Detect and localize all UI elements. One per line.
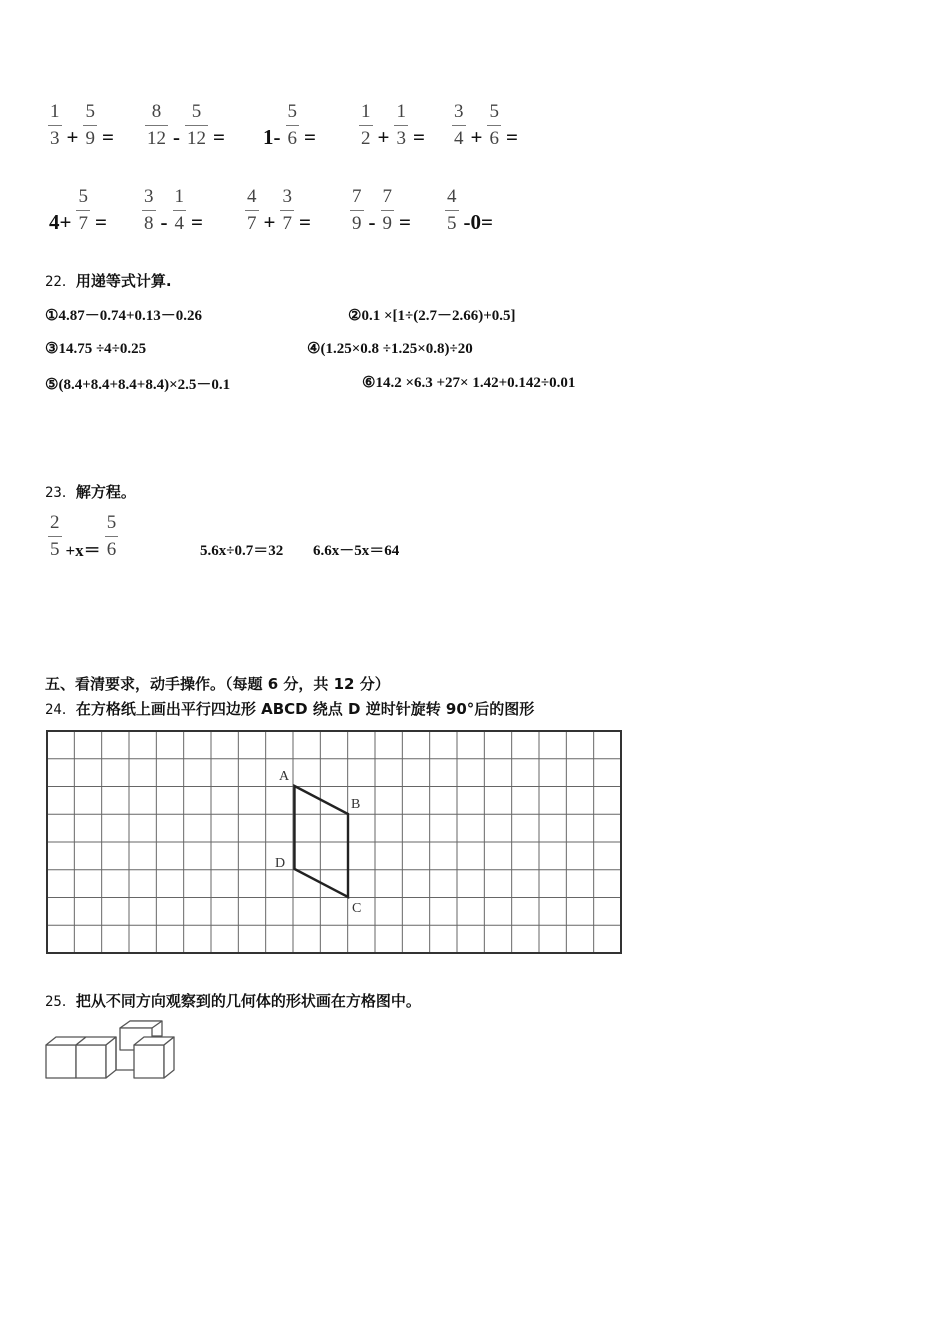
operator: - — [173, 125, 180, 149]
fraction — [286, 101, 300, 150]
denominator: 5 — [50, 539, 60, 560]
fraction — [394, 101, 408, 150]
fraction-exercise — [260, 101, 319, 150]
q23-equation-1 — [46, 512, 120, 561]
fraction-exercise — [143, 101, 228, 150]
q22-item-4: ④(1.25×0.8 ÷1.25×0.8)÷20 — [307, 341, 473, 357]
cube-face — [164, 1037, 174, 1078]
fraction — [359, 101, 373, 150]
q24-title: 在方格纸上画出平行四边形 ABCD 绕点 D 逆时针旋转 90°后的图形 — [75, 700, 535, 718]
q23-number: 23． — [45, 485, 76, 501]
q22-number: 22． — [45, 274, 76, 290]
fraction — [350, 186, 364, 235]
operator: - — [160, 210, 168, 234]
numerator: 5 — [191, 101, 202, 122]
fraction — [142, 186, 156, 235]
denominator: 6 — [106, 539, 117, 560]
denominator: 8 — [144, 213, 154, 234]
q22-item-6: ⑥14.2 ×6.3 +27× 1.42+0.142÷0.01 — [362, 375, 576, 391]
fraction — [173, 186, 187, 235]
fraction-bar — [452, 125, 466, 126]
numerator: 5 — [106, 512, 117, 533]
vertex-label-d: D — [275, 856, 286, 871]
fraction-exercise — [140, 186, 206, 235]
fraction — [48, 101, 62, 150]
denominator: 9 — [352, 213, 362, 234]
q22-title: 用递等式计算. — [75, 272, 172, 290]
numerator: 1 — [361, 101, 371, 122]
denominator: 7 — [78, 213, 88, 234]
numerator: 5 — [287, 101, 297, 122]
grid-paper — [46, 730, 623, 955]
operator: + — [470, 125, 483, 149]
fraction-row-1 — [0, 95, 950, 165]
numerator: 7 — [352, 186, 362, 207]
denominator: 9 — [85, 128, 95, 149]
q22-item-1: ①4.87－0.74+0.13－0.26 — [45, 308, 202, 324]
q23-heading — [45, 481, 136, 502]
cube-solid-figure — [44, 1018, 184, 1084]
fraction-bar — [286, 125, 300, 126]
denominator: 12 — [147, 128, 166, 149]
operator: -0= — [463, 210, 493, 234]
denominator: 7 — [247, 213, 257, 234]
fraction-bar — [173, 210, 187, 211]
operator: + — [66, 125, 79, 149]
fraction-bar — [394, 125, 408, 126]
denominator: 6 — [287, 128, 297, 149]
fraction-row-2 — [0, 180, 950, 250]
numerator: 7 — [382, 186, 392, 207]
numerator: 5 — [78, 186, 88, 207]
q23-equation-3: 6.6x－5x＝64 — [313, 543, 400, 559]
denominator: 12 — [187, 128, 206, 149]
denominator: 2 — [361, 128, 371, 149]
fraction-exercise — [46, 101, 117, 150]
q25-number: 25． — [45, 994, 76, 1010]
fraction — [245, 186, 259, 235]
numerator: 1 — [50, 101, 60, 122]
fraction-exercise — [443, 186, 496, 235]
numerator: 5 — [489, 101, 499, 122]
fraction — [83, 101, 97, 150]
fraction-bar — [48, 536, 62, 537]
operator: = — [213, 125, 225, 149]
denominator: 4 — [454, 128, 464, 149]
fraction — [445, 186, 459, 235]
q25-heading — [45, 990, 421, 1011]
fraction — [76, 186, 90, 235]
numerator: 2 — [50, 512, 60, 533]
fraction — [105, 512, 119, 561]
q24-number: 24． — [45, 702, 76, 718]
operator: = — [399, 210, 411, 234]
cube-face — [46, 1045, 76, 1078]
numerator: 4 — [447, 186, 457, 207]
numerator: 3 — [144, 186, 154, 207]
operator: = — [191, 210, 203, 234]
fraction-bar — [185, 125, 208, 126]
fraction — [145, 101, 168, 150]
q24-heading — [45, 698, 534, 719]
operator: = — [412, 125, 425, 149]
denominator: 5 — [447, 213, 457, 234]
operator: + — [377, 125, 390, 149]
fraction-bar — [145, 125, 168, 126]
cube-face — [76, 1045, 106, 1078]
vertex-label-c: C — [352, 901, 362, 916]
q23-title: 解方程。 — [75, 483, 136, 501]
fraction — [185, 101, 208, 150]
fraction-bar — [445, 210, 459, 211]
fraction-bar — [245, 210, 259, 211]
fraction-exercise — [450, 101, 521, 150]
q23-equation-2: 5.6x÷0.7＝32 — [200, 543, 284, 559]
numerator: 1 — [174, 186, 184, 207]
fraction — [452, 101, 466, 150]
numerator: 5 — [85, 101, 95, 122]
q22-item-3: ③14.75 ÷4÷0.25 — [45, 341, 147, 357]
operator: = — [298, 210, 311, 234]
fraction-bar — [48, 125, 62, 126]
fraction-exercise — [243, 186, 314, 235]
section-5-heading: 五、看清要求，动手操作。（每题 6 分，共 12 分） — [45, 675, 390, 693]
numerator: 3 — [282, 186, 292, 207]
fraction-exercise — [46, 186, 110, 235]
denominator: 9 — [382, 213, 392, 234]
q22-item-5: ⑤(8.4+8.4+8.4+8.4)×2.5－0.1 — [45, 377, 231, 393]
q22-item-2: ②0.1 ×[1÷(2.7－2.66)+0.5] — [348, 308, 516, 324]
fraction-bar — [359, 125, 373, 126]
vertex-label-b: B — [351, 797, 361, 812]
denominator: 3 — [50, 128, 60, 149]
cube-face — [134, 1045, 164, 1078]
cube-face — [106, 1037, 116, 1078]
denominator: 3 — [396, 128, 406, 149]
equation-operator: +x＝ — [65, 541, 101, 560]
fraction — [48, 512, 62, 561]
fraction-exercise — [357, 101, 428, 150]
operator: 4+ — [49, 210, 72, 234]
numerator: 3 — [454, 101, 464, 122]
denominator: 4 — [174, 213, 184, 234]
operator: = — [94, 210, 107, 234]
denominator: 7 — [282, 213, 292, 234]
fraction-bar — [142, 210, 156, 211]
fraction-exercise — [348, 186, 414, 235]
fraction-bar — [381, 210, 395, 211]
fraction — [487, 101, 501, 150]
denominator: 6 — [489, 128, 499, 149]
operator: = — [304, 125, 316, 149]
fraction-bar — [280, 210, 294, 211]
fraction-bar — [83, 125, 97, 126]
numerator: 4 — [247, 186, 257, 207]
numerator: 8 — [151, 101, 162, 122]
fraction — [381, 186, 395, 235]
fraction-bar — [105, 536, 119, 537]
fraction-bar — [76, 210, 90, 211]
fraction — [280, 186, 294, 235]
operator: = — [505, 125, 518, 149]
operator: - — [368, 210, 376, 234]
q22-heading — [45, 270, 172, 291]
grid-lines — [47, 731, 621, 953]
fraction-bar — [487, 125, 501, 126]
q25-title: 把从不同方向观察到的几何体的形状画在方格图中。 — [75, 992, 421, 1010]
operator: = — [101, 125, 114, 149]
operator: + — [263, 210, 276, 234]
numerator: 1 — [396, 101, 406, 122]
vertex-label-a: A — [279, 769, 290, 784]
operator: 1- — [263, 125, 281, 149]
fraction-bar — [350, 210, 364, 211]
